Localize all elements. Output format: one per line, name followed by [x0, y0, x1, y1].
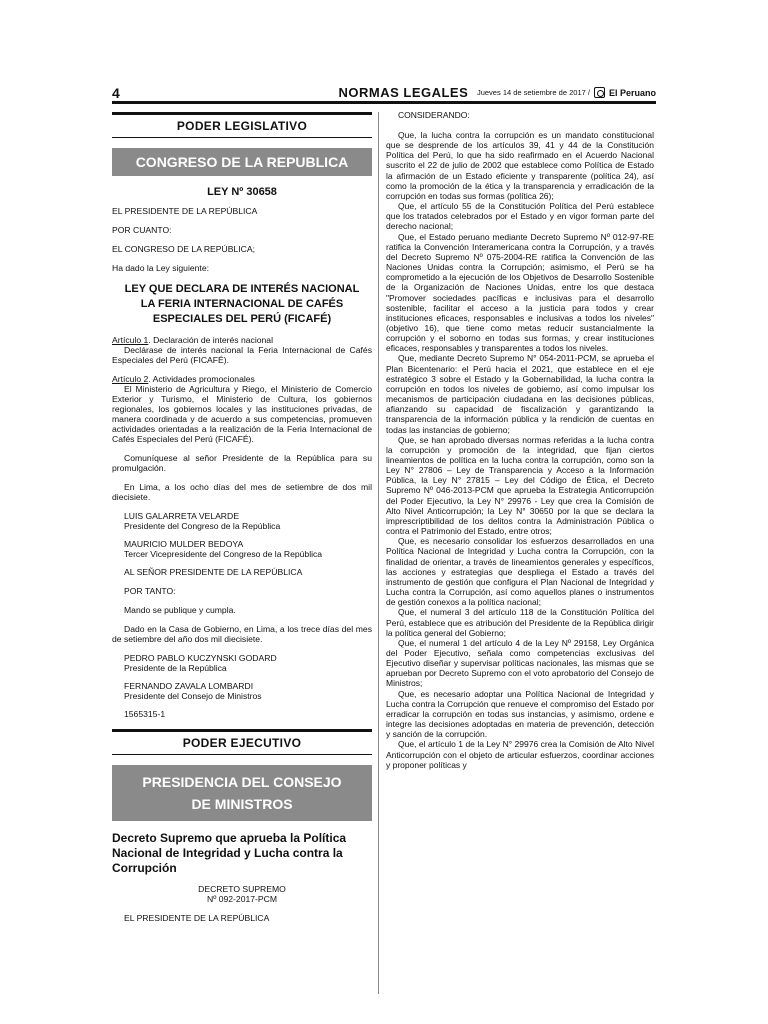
signatory-name: FERNANDO ZAVALA LOMBARDI	[124, 681, 254, 691]
brand-name: El Peruano	[608, 87, 656, 98]
signatory-role: Tercer Vicepresidente del Congreso de la República	[124, 549, 323, 559]
entity-banner-pcm	[112, 765, 372, 821]
text-congreso: EL CONGRESO DE LA REPÚBLICA;	[112, 244, 255, 254]
article-2-title: . Actividades promocionales	[148, 374, 255, 384]
page-header	[112, 84, 656, 104]
text-president: EL PRESIDENTE DE LA REPÚBLICA	[112, 206, 258, 216]
law-title-line: LA FERIA INTERNACIONAL DE CAFÉS	[140, 298, 344, 310]
law-title-line: LEY QUE DECLARA DE INTERÉS NACIONAL	[124, 283, 360, 295]
signatory-name: LUIS GALARRETA VELARDE	[124, 511, 239, 521]
signatory-name: PEDRO PABLO KUCZYNSKI GODARD	[124, 653, 277, 663]
text-por-cuanto: POR CUANTO:	[112, 225, 172, 235]
article-2-heading	[112, 374, 372, 384]
considerando-paragraph: Que, es necesario consolidar los esfuerzos desarrollados en una Política Nacional de Integridad y Lucha contra la Corrupción, con la finalidad de orientar, a través de lineamientos generales y específicos, las acciones y estrategias que despliega el Estado a través del instrumento de gestión que configura el Plan Nacional de Integridad y Lucha contra la Corrupción, así como aquellos planes o instrumentos de gestión conexos a la política nacional;	[386, 536, 654, 608]
considerando-paragraph: Que, el numeral 3 del artículo 118 de la Constitución Política del Perú, establece que es atribución del Presidente de la República dirigir la política general del Gobierno;	[386, 607, 654, 638]
article-2-label: Artículo 2	[112, 374, 149, 384]
considerando-paragraph: Que, mediante Decreto Supremo N° 054-2011-PCM, se aprueba el Plan Bicentenario: el Perú hacia el 2021, que establece en el eje estratégico 3 sobre el Estado y la Gobernabilidad, la lucha contra la corrupción en todos los niveles de gobierno, así como impulsar los mecanismos de participación ciudadana en las decisiones públicas, afianzando su capacidad de fiscalización y garantizando la transparencia de la información pública y la rendición de cuentas en todas las instancias de gobierno;	[386, 353, 654, 435]
considerando-paragraph: Que, el numeral 1 del artículo 4 de la Ley Nº 29158, Ley Orgánica del Poder Ejecutivo, señala como competencias exclusivas del Ejecutivo diseñar y supervisar políticas nacionales, las mismas que se aprueban por Decreto Supremo con el voto aprobatorio del Consejo de Ministros;	[386, 637, 654, 689]
considerando-paragraph: Que, es necesario adoptar una Política Nacional de Integridad y Lucha contra la Corrupción que renueve el compromiso del Estado por erradicar la corrupción en todas sus instancias, y asimismo, ordene e integre las decisiones adoptadas en materia de prevención, detección y sanción de la corrupción.	[386, 688, 654, 740]
header-right	[477, 87, 656, 98]
signatory-role: Presidente de la República	[124, 663, 227, 673]
left-column	[112, 112, 372, 994]
considerando-paragraph: Que, el artículo 1 de la Ley N° 29976 crea la Comisión de Alto Nivel Anticorrupción con el objeto de articular esfuerzos, coordinar acciones y proponer políticas y	[386, 739, 654, 770]
considerando-paragraph: Que, el artículo 55 de la Constitución Política del Perú establece que los tratados celebrados por el Estado y en vigor forman parte del derecho nacional;	[386, 201, 654, 232]
right-column	[386, 110, 654, 996]
signatory-role: Presidente del Consejo de Ministros	[124, 691, 262, 701]
article-1-title: . Declaración de interés nacional	[148, 335, 273, 345]
power-heading-executive: PODER EJECUTIVO	[112, 729, 372, 755]
entity-line: DE MINISTROS	[191, 796, 293, 812]
text-ha-dado: Ha dado la Ley siguiente:	[112, 263, 209, 273]
article-1-label: Artículo 1	[112, 335, 149, 345]
article-1-text: Declárase de interés nacional la Feria Internacional de Cafés Especiales del Perú (FICAFÉ).	[112, 345, 372, 365]
text-en-lima: En Lima, a los ocho días del mes de setiembre de dos mil diecisiete.	[112, 482, 372, 502]
decree-number: Nº 092-2017-PCM	[206, 894, 277, 904]
law-title-line: ESPECIALES DEL PERÚ (FICAFÉ)	[152, 313, 332, 325]
considerando-paragraph: Que, se han aprobado diversas normas referidas a la lucha contra la corrupción y promoción de la integridad, que fijan ciertos lineamientos de política en la lucha contra la corrupción, como son la Ley N° 27806 – Ley de Transparencia y Acceso a la Información Pública, la Ley N° 27815 – Ley del Código de Ética, el Decreto Supremo Nº 046-2013-PCM que aprueba la Estrategia Anticorrupción del Poder Ejecutivo, la Ley N° 29976 - Ley que crea la Comisión de Alto Nivel Anticorrupción; la Ley N° 30650 por la que se declara la imprescriptibilidad de los delitos contra la Administración Pública o contra el Patrimonio del Estado, entre otros;	[386, 434, 654, 537]
law-number: LEY Nº 30658	[207, 186, 277, 198]
text-president-exec: EL PRESIDENTE DE LA REPÚBLICA	[124, 913, 270, 923]
text-comuniquese: Comuníquese al señor Presidente de la República para su promulgación.	[112, 453, 372, 473]
national-seal-icon	[594, 87, 605, 98]
law-title	[112, 282, 372, 327]
considerando-paragraph: Que, el Estado peruano mediante Decreto Supremo Nº 012-97-RE ratifica la Convención Interamericana contra la Corrupción, y a través del Decreto Supremo Nº 075-2004-RE ratifica la Convención de las Naciones Unidas contra la Corrupción; asimismo, el Perú se ha comprometido a la ejecución de los Objetivos de Desarrollo Sostenible de la Organización de Naciones Unidas, entre los que destaca "Promover sociedades pacíficas e inclusivas para el desarrollo sostenible, facilitar el acceso a la justicia para todos y crear instituciones eficaces, responsables e inclusivas a todos los niveles" (objetivo 16), que tiene como metas reducir sustancialmente la corrupción y el soborno en todas sus formas, y crear instituciones eficaces, responsables y transparentes a todos los niveles.	[386, 231, 654, 354]
page-number: 4	[112, 84, 120, 101]
entity-line: PRESIDENCIA DEL CONSEJO	[142, 774, 342, 790]
decree-type: DECRETO SUPREMO	[198, 884, 286, 894]
document-code: 1565315-1	[124, 709, 166, 719]
considerando-paragraph: Que, la lucha contra la corrupción es un mandato constitucional que se desprende de los artículos 39, 41 y 44 de la Constitución Política del Perú, lo que ha sido reafirmado en el Acuerdo Nacional suscrito el 22 de julio de 2002 que establece como Política de Estado la afirmación de un Estado eficiente y transparente (política 24), así como la promoción de la ética y la transparencia y erradicación de la corrupción en todas sus formas (política 26);	[386, 130, 654, 201]
text-al-senor-presidente: AL SEÑOR PRESIDENTE DE LA REPÚBLICA	[124, 567, 303, 577]
considerando-heading: CONSIDERANDO:	[398, 110, 470, 120]
column-divider	[378, 112, 379, 994]
issue-date: Jueves 14 de setiembre de 2017 /	[476, 88, 590, 97]
signatory-name: MAURICIO MULDER BEDOYA	[124, 539, 244, 549]
signatory-role: Presidente del Congreso de la República	[124, 521, 281, 531]
decree-title: Decreto Supremo que aprueba la Política Nacional de Integridad y Lucha contra la Corrupción	[112, 831, 347, 875]
text-dado: Dado en la Casa de Gobierno, en Lima, a los trece días del mes de setiembre del año dos mil diecisiete.	[112, 624, 372, 644]
article-1-heading	[112, 335, 372, 345]
section-title: NORMAS LEGALES	[338, 85, 469, 100]
text-por-tanto: POR TANTO:	[124, 586, 176, 596]
text-mando: Mando se publique y cumpla.	[124, 605, 236, 615]
power-heading-legislative: PODER LEGISLATIVO	[112, 112, 372, 138]
entity-banner-congreso: CONGRESO DE LA REPUBLICA	[112, 148, 372, 176]
article-2-text: El Ministerio de Agricultura y Riego, el Ministerio de Comercio Exterior y Turismo, el Ministerio de Cultura, los gobiernos regionales, los gobiernos locales y las instituciones privadas, de manera coordinada y de acuerdo a sus competencias, promueven actividades orientadas a la realización de la Feria Internacional de Cafés Especiales del Perú (FICAFÉ).	[112, 384, 372, 444]
